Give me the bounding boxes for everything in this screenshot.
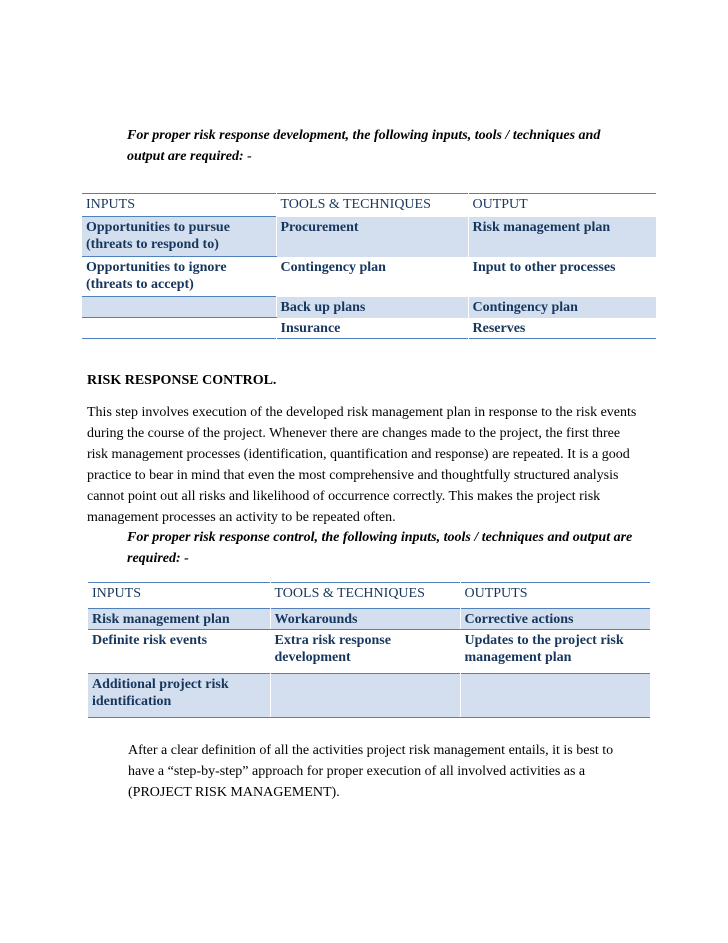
table-cell: Reserves (468, 318, 656, 339)
header-inputs: INPUTS (92, 586, 142, 601)
table-cell (270, 674, 460, 718)
table-cell: Risk management plan (468, 217, 656, 257)
risk-response-development-table (82, 193, 656, 339)
table-cell: Contingency plan (468, 297, 656, 318)
table-cell: Contingency plan (276, 257, 468, 297)
table-cell (82, 318, 276, 339)
table-cell: Insurance (276, 318, 468, 339)
table-row (82, 217, 656, 257)
header-tools: TOOLS & TECHNIQUES (276, 194, 468, 217)
table-cell: Risk management plan (88, 609, 270, 630)
table-header-row (82, 194, 656, 217)
risk-response-control-table (88, 582, 650, 718)
table-cell: Additional project risk identification (88, 674, 270, 718)
table-cell: Definite risk events (92, 633, 208, 648)
table-cell: Input to other processes (468, 257, 656, 297)
table-cell: Corrective actions (460, 609, 650, 630)
intro-paragraph-control: For proper risk response control, the following inputs, tools / techniques and output are required: - (127, 530, 633, 566)
table-cell: Back up plans (276, 297, 468, 318)
table-row (88, 630, 650, 674)
body-paragraph: This step involves execution of the developed risk management plan in response to the risk events during the course of the project. Whenever there are changes made to the project, the first three risk management processes (identification, quantification and response) are repeated. It is a good practice to bear in mind that even the most comprehensive and thoughtfully structured analysis cannot point out all risks and likelihood of occurrence correctly. This makes the project risk management processes an activity to be repeated often. (87, 405, 637, 525)
table-row (82, 297, 656, 318)
table-header-row (88, 583, 650, 609)
header-outputs: OUTPUTS (460, 583, 650, 609)
table-cell: Extra risk response development (270, 630, 460, 674)
header-output: OUTPUT (468, 194, 656, 217)
closing-paragraph: After a clear definition of all the activities project risk management entails, it is best to have a “step-by-step” approach for proper execution of all involved activities as a (PROJECT RISK MANAGEMENT). (128, 743, 614, 800)
header-tools: TOOLS & TECHNIQUES (270, 583, 460, 609)
table-cell: Workarounds (270, 609, 460, 630)
table-cell: Procurement (276, 217, 468, 257)
section-title: RISK RESPONSE CONTROL. (87, 373, 277, 388)
table-row (82, 318, 656, 339)
table-row (88, 674, 650, 718)
intro-paragraph-development: For proper risk response development, the following inputs, tools / techniques and output are required: - (127, 128, 601, 164)
table-cell (82, 297, 276, 318)
header-inputs: INPUTS (86, 197, 136, 212)
table-row (82, 257, 656, 297)
table-cell (460, 674, 650, 718)
table-row (88, 609, 650, 630)
table-cell: Opportunities to ignore (threats to accept) (86, 260, 227, 292)
table-cell: Opportunities to pursue (threats to respond to) (82, 217, 276, 257)
table-cell: Updates to the project risk management plan (460, 630, 650, 674)
